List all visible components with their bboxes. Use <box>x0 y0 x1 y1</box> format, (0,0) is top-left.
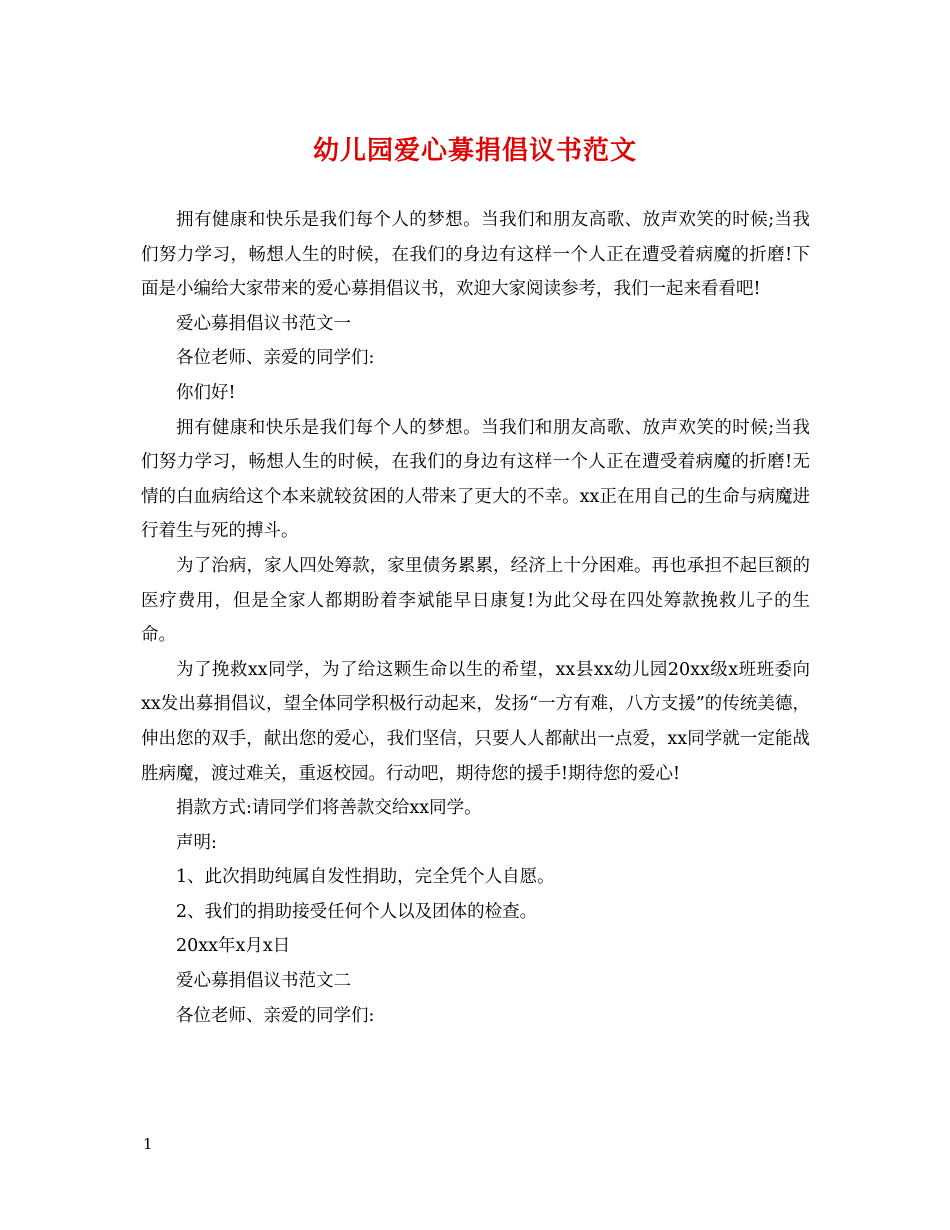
body-paragraph: 拥有健康和快乐是我们每个人的梦想。当我们和朋友高歌、放声欢笑的时候;当我们努力学习，畅想人生的时候，在我们的身边有这样一个人正在遭受着病魔的折磨!无情的白血病给这个本来就较贫困的人带来了更大的不幸。xx正在用自己的生命与病魔进行着生与死的搏斗。 <box>141 417 810 542</box>
body-paragraph: 为了治病，家人四处筹款，家里债务累累，经济上十分困难。再也承担不起巨额的医疗费用，但是全家人都期盼着李斌能早日康复!为此父母在四处筹款挽救儿子的生命。 <box>141 555 810 646</box>
document-title: 幼儿园爱心募捐倡议书范文 <box>312 136 637 166</box>
section-heading-2: 爱心募捐倡议书范文二 <box>176 971 351 992</box>
greeting: 你们好! <box>176 382 236 403</box>
section-heading-1: 爱心募捐倡议书范文一 <box>176 313 351 334</box>
body-paragraph: 为了挽救xx同学，为了给这颗生命以生的希望，xx县xx幼儿园20xx级x班班委向xx发出募捐倡议，望全体同学积极行动起来，发扬“一方有难，八方支援”的传统美德，伸出您的双手，献出您的爱心，我们坚信，只要人人都献出一点爱，xx同学就一定能战胜病魔，渡过难关，重返校园。行动吧，期待您的援手!期待您的爱心! <box>141 659 810 784</box>
statement-item-2: 2、我们的捐助接受任何个人以及团体的检查。 <box>176 901 538 922</box>
intro-paragraph: 拥有健康和快乐是我们每个人的梦想。当我们和朋友高歌、放声欢笑的时候;当我们努力学习，畅想人生的时候，在我们的身边有这样一个人正在遭受着病魔的折磨!下面是小编给大家带来的爱心募捐倡议书，欢迎大家阅读参考，我们一起来看看吧! <box>141 210 810 300</box>
salutation: 各位老师、亲爱的同学们: <box>176 348 375 369</box>
page-number: 1 <box>143 1135 153 1153</box>
date-line: 20xx年x月x日 <box>176 936 291 957</box>
salutation: 各位老师、亲爱的同学们: <box>176 1005 375 1026</box>
document-body <box>141 203 810 1033</box>
donation-method: 捐款方式:请同学们将善款交给xx同学。 <box>176 798 482 819</box>
statement-heading: 声明: <box>176 832 217 853</box>
statement-item-1: 1、此次捐助纯属自发性捐助，完全凭个人自愿。 <box>176 867 555 888</box>
